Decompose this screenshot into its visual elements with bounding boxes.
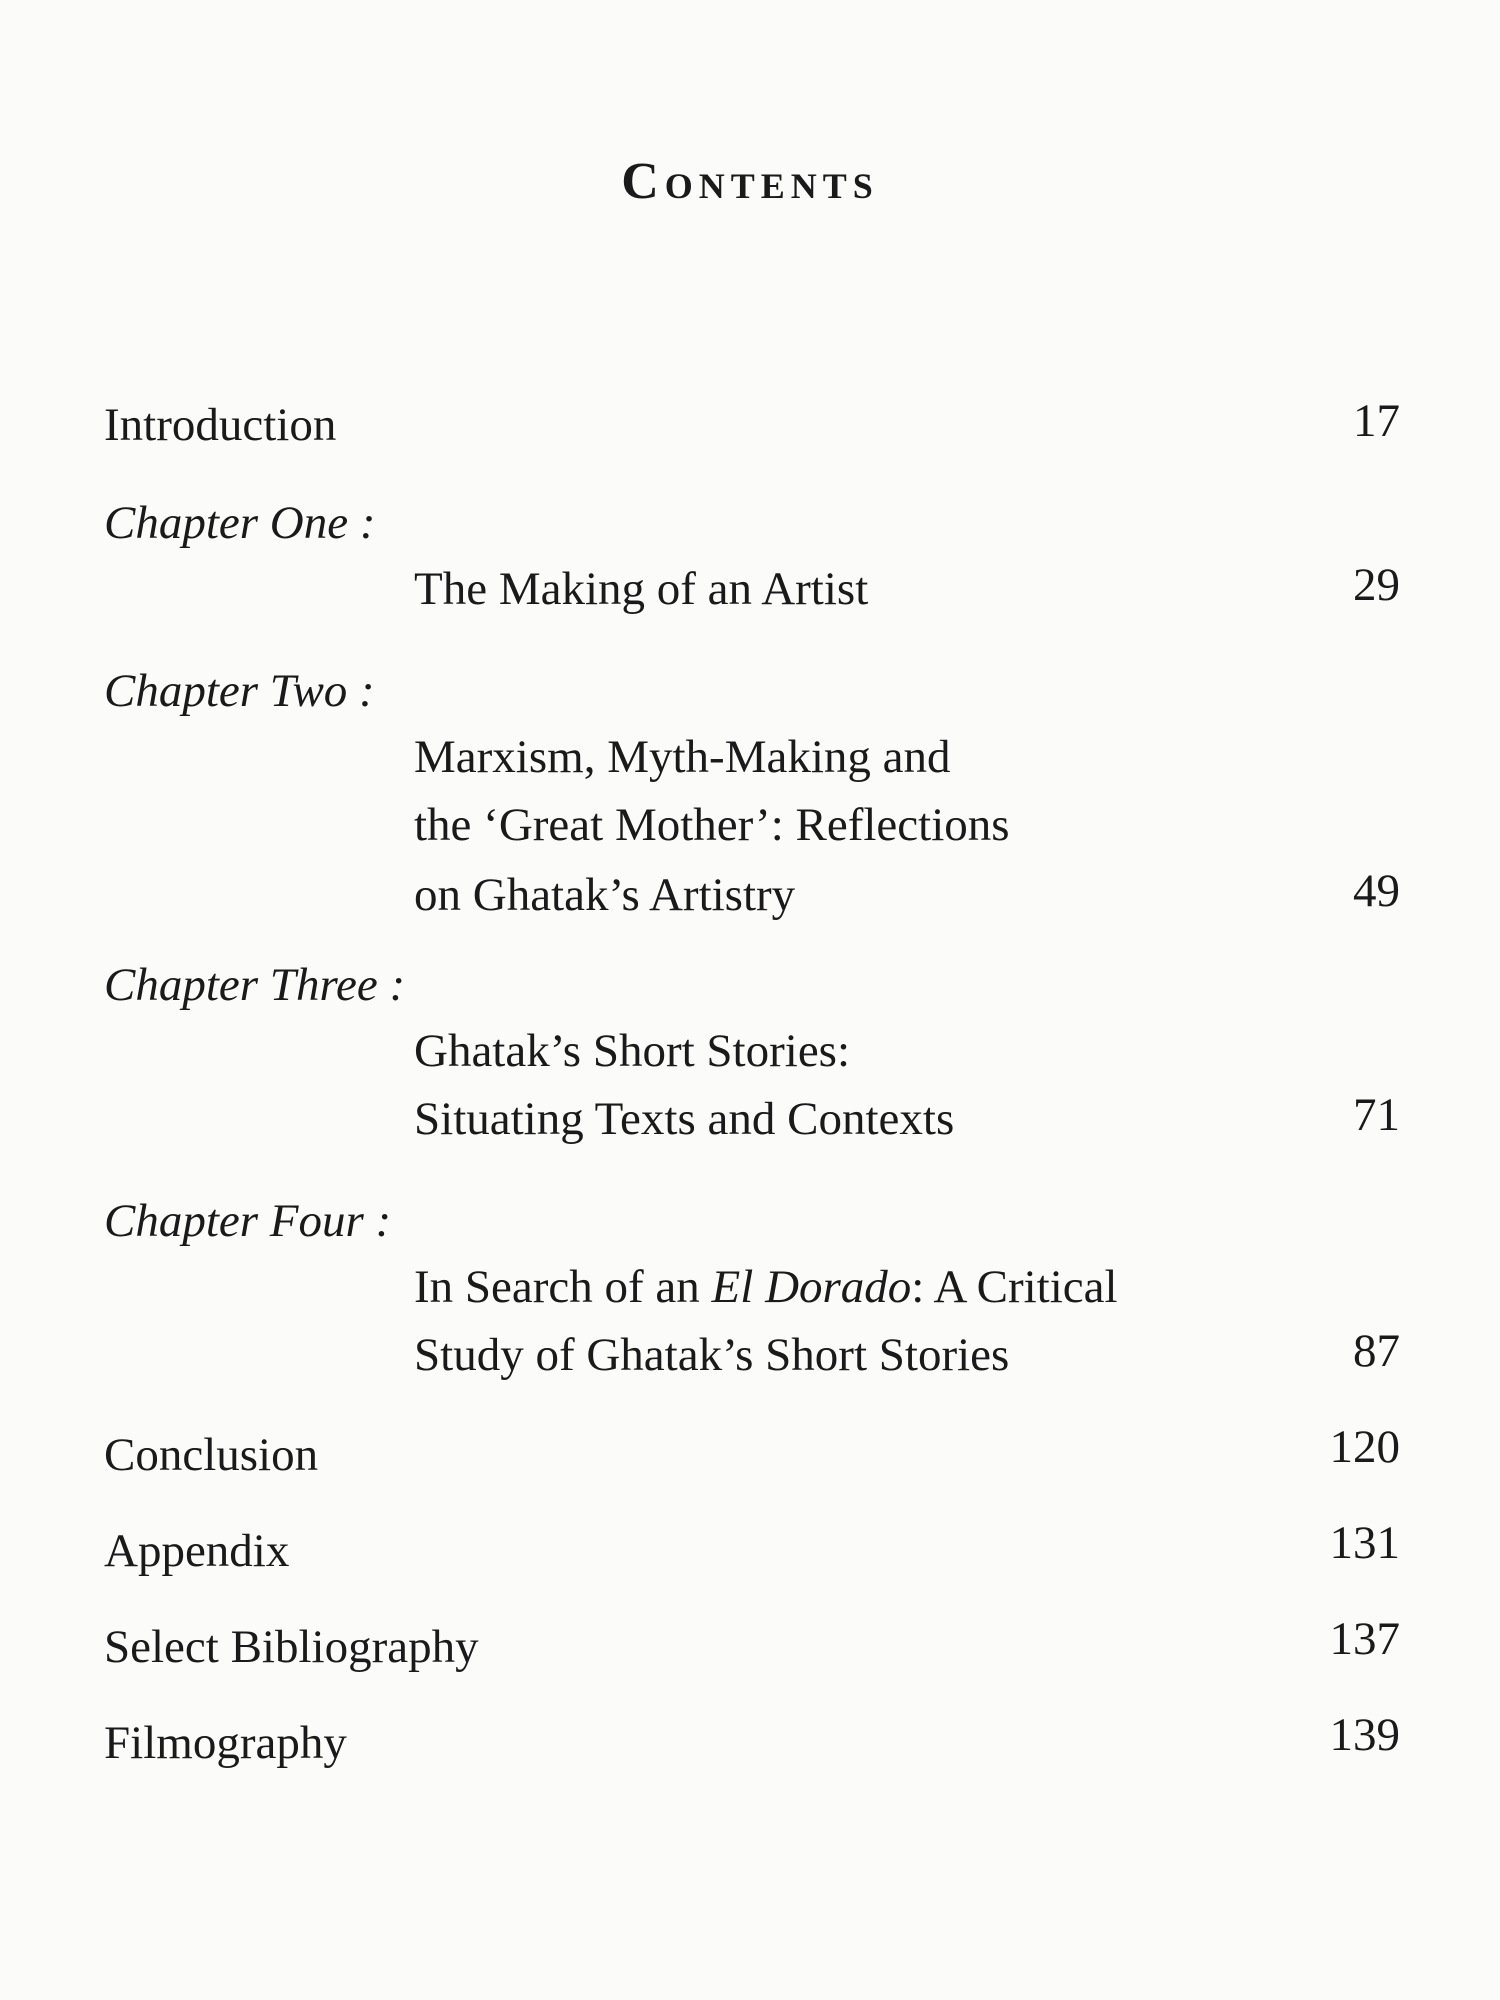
chapter-four-label: Chapter Four : [104,1195,392,1247]
toc-entry-introduction: Introduction [104,399,337,451]
chapter-one-title: The Making of an Artist [414,563,869,615]
chapter-two-title-line-2: the ‘Great Mother’: Reflections [414,799,1010,851]
page-number-filmography: 139 [1329,1709,1400,1761]
chapter-two-title-line-1: Marxism, Myth-Making and [414,731,951,783]
toc-entry-conclusion: Conclusion [104,1429,319,1481]
page-number-introduction: 17 [1353,395,1400,447]
toc-entry-filmography: Filmography [104,1717,347,1769]
chapter-four-title-line-2: Study of Ghatak’s Short Stories [414,1329,1010,1381]
toc-entry-appendix: Appendix [104,1525,290,1577]
chapter-two-label: Chapter Two : [104,665,375,717]
chapter-four-title-prefix: In Search of an [414,1261,712,1313]
page-number-chapter-one: 29 [1353,559,1400,611]
page-number-chapter-four: 87 [1353,1325,1400,1377]
chapter-three-title-line-2: Situating Texts and Contexts [414,1093,955,1145]
chapter-two-title-line-3: on Ghatak’s Artistry [414,869,796,921]
chapter-four-title-suffix: : A Critical [911,1261,1118,1313]
chapter-three-label: Chapter Three : [104,959,406,1011]
chapter-four-title-italic: El Dorado [711,1261,912,1313]
page-number-chapter-three: 71 [1353,1089,1400,1141]
chapter-four-title-line-1 [414,1261,1118,1313]
toc-entry-bibliography: Select Bibliography [104,1621,479,1673]
page-number-appendix: 131 [1329,1517,1400,1569]
page-number-chapter-two: 49 [1353,865,1400,917]
page-number-conclusion: 120 [1329,1421,1400,1473]
chapter-three-title-line-1: Ghatak’s Short Stories: [414,1025,851,1077]
page-number-bibliography: 137 [1329,1613,1400,1665]
chapter-one-label: Chapter One : [104,497,376,549]
page-title: Contents [621,153,879,210]
